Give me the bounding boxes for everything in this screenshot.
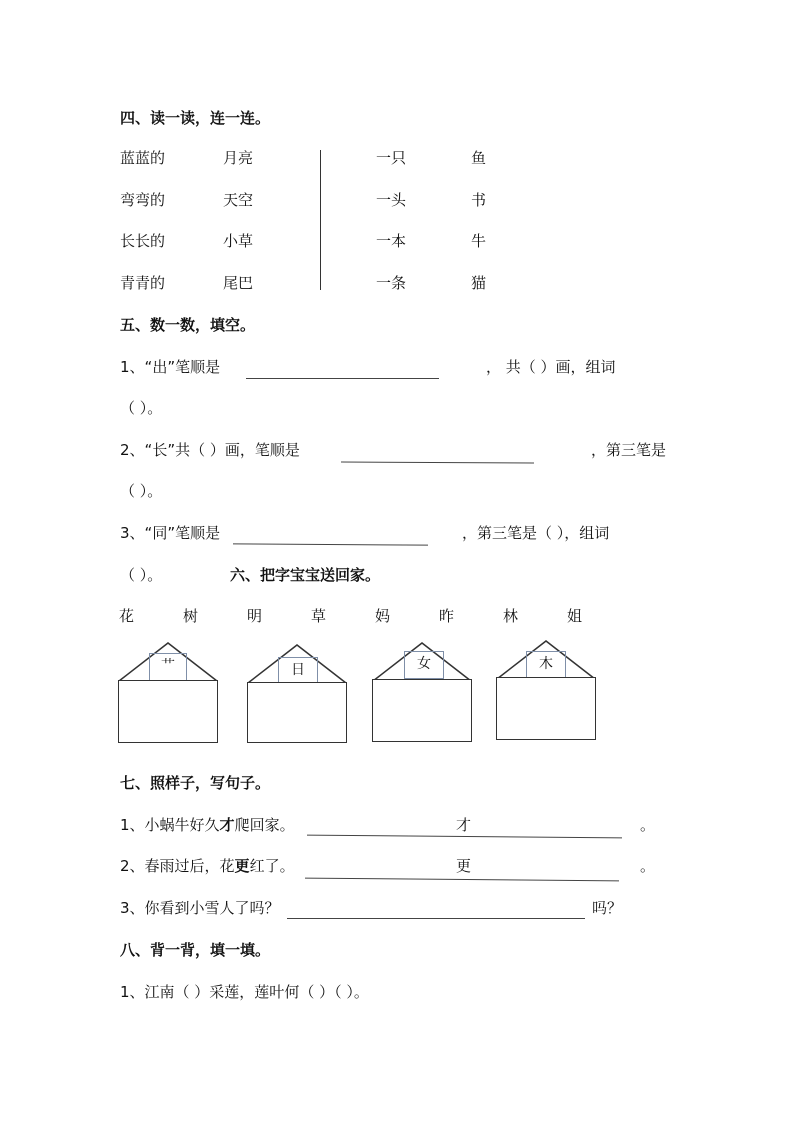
house-radical-box: 日 (278, 657, 318, 686)
question-5-2-cont: （ ）。 (120, 482, 163, 500)
sentence-end: 吗？ (592, 899, 623, 917)
section4-title: 四、读一读，连一连。 (120, 109, 271, 127)
char-card[interactable]: 明 (247, 607, 263, 625)
end-period: 。 (640, 857, 656, 875)
answer-line-5-2[interactable] (341, 461, 534, 463)
sentence-text: 红了。 (249, 857, 295, 875)
house-drop-zone[interactable] (118, 680, 218, 743)
answer-line-5-3[interactable] (233, 543, 428, 545)
question-5-1-middle: ， 共（ ）画，组词 (486, 358, 616, 376)
section8-title: 八、背一背，填一填。 (120, 941, 271, 959)
column-divider (320, 150, 321, 290)
keyword: 才 (219, 816, 235, 834)
match-noun-item: 天空 (223, 191, 254, 209)
answer-line-5-1[interactable] (246, 378, 439, 379)
house-radical-box: 艹 (149, 653, 187, 681)
match-noun-item: 小草 (223, 232, 254, 250)
match-noun-item: 月亮 (223, 149, 254, 167)
match-object-item: 猫 (471, 274, 487, 292)
house-radical-box: 木 (526, 651, 566, 680)
question-5-3-middle: ，第三笔是（ ），组词 (462, 524, 610, 542)
match-left-item: 弯弯的 (120, 191, 166, 209)
match-noun-item: 尾巴 (223, 274, 254, 292)
answer-line-7-2[interactable] (305, 878, 619, 882)
question-5-1-cont: （ ）。 (120, 399, 163, 417)
char-card[interactable]: 草 (311, 607, 327, 625)
question-5-1-prefix: 1、“出”笔顺是 (120, 358, 221, 376)
keyword: 更 (234, 857, 250, 875)
answer-line-7-3[interactable] (287, 918, 585, 919)
house-drop-zone[interactable] (496, 677, 596, 740)
sentence-7-3: 3、你看到小雪人了吗？ (120, 899, 280, 917)
sentence-text: 1、小蜗牛好久 (120, 816, 220, 834)
char-card[interactable]: 树 (183, 607, 199, 625)
question-5-3-cont: （ ）。 (120, 566, 163, 584)
house-drop-zone[interactable] (372, 679, 472, 742)
question-5-3-prefix: 3、“同”笔顺是 (120, 524, 221, 542)
house-drop-zone[interactable] (247, 682, 347, 743)
char-card[interactable]: 妈 (375, 607, 391, 625)
char-card[interactable]: 林 (503, 607, 519, 625)
char-card[interactable]: 花 (119, 607, 135, 625)
section7-title: 七、照样子，写句子。 (120, 774, 271, 792)
hint-word: 才 (456, 816, 472, 834)
char-card[interactable]: 姐 (567, 607, 583, 625)
match-object-item: 书 (471, 191, 487, 209)
match-measure-item: 一头 (376, 191, 407, 209)
sentence-text: 2、春雨过后，花 (120, 857, 235, 875)
end-period: 。 (640, 816, 656, 834)
match-left-item: 蓝蓝的 (120, 149, 166, 167)
hint-word: 更 (456, 857, 472, 875)
match-measure-item: 一条 (376, 274, 407, 292)
section6-title: 六、把字宝宝送回家。 (230, 566, 381, 584)
sentence-text: 爬回家。 (234, 816, 295, 834)
section5-title: 五、数一数，填空。 (120, 316, 256, 334)
question-5-2-middle: ，第三笔是 (591, 441, 667, 459)
match-left-item: 青青的 (120, 274, 166, 292)
match-measure-item: 一只 (376, 149, 407, 167)
match-left-item: 长长的 (120, 232, 166, 250)
poem-line-1: 1、江南（ ）采莲，莲叶何（ ）（ ）。 (120, 983, 369, 1001)
answer-line-7-1[interactable] (307, 835, 622, 839)
char-card[interactable]: 昨 (439, 607, 455, 625)
match-object-item: 牛 (471, 232, 487, 250)
sentence-7-1 (120, 815, 295, 835)
sentence-7-2 (120, 856, 295, 876)
house-radical-box: 女 (404, 651, 444, 679)
question-5-2-prefix: 2、“长”共（ ）画，笔顺是 (120, 441, 300, 459)
match-measure-item: 一本 (376, 232, 407, 250)
match-object-item: 鱼 (471, 149, 487, 167)
